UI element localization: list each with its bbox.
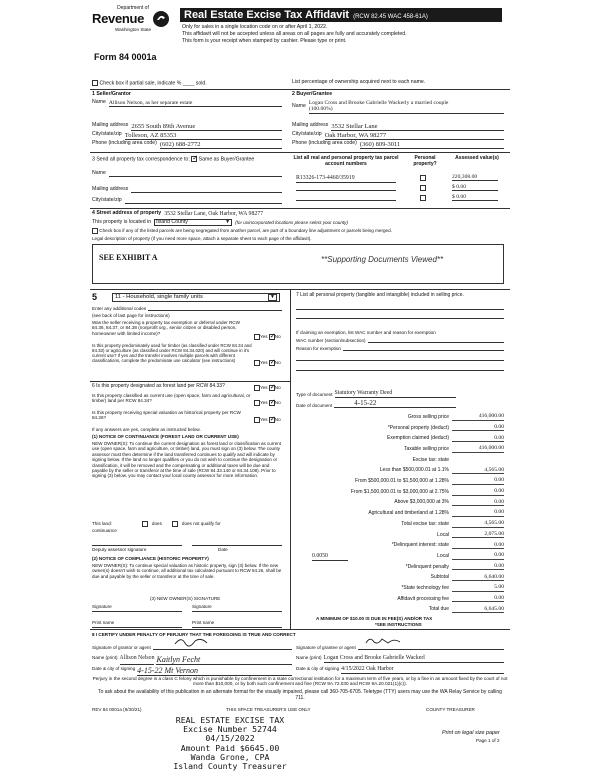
- s3-addr-value[interactable]: [131, 187, 282, 193]
- perjury-text: Perjury in the second degree is a class C felony which is punishable by confinement in a state correctional institution for a maximum term of five years, or by a fine in an amount fixed by the court of not more than $10,000, or by both such confinement and fine (RCW 9A.72.030 and RCW 9A.20.021(1)(c)).: [92, 676, 508, 687]
- buyer-addr-value[interactable]: 3532 Stellar Lane: [331, 123, 504, 131]
- buyer-phone-value[interactable]: (360) 809-3011: [360, 141, 504, 149]
- tax-row-label: *State technology fee: [401, 584, 449, 591]
- tax-row-label: *Delinquent penalty: [405, 563, 449, 570]
- forest-answer: [254, 360, 281, 366]
- grantee-name-row: [296, 655, 504, 663]
- tax-row-value[interactable]: 0.00: [452, 477, 504, 484]
- header-note-1: Only for sales in a single location code on or after April 1, 2022.: [182, 24, 328, 30]
- tax-row-value[interactable]: 0.00: [452, 488, 504, 495]
- doc-date-value[interactable]: 4-15-22: [334, 399, 456, 408]
- tax-row-label: Subtotal: [430, 574, 449, 581]
- grantor-name-row: [92, 655, 292, 665]
- title-bar: [180, 8, 502, 22]
- buyer-addr-label: Mailing address: [292, 122, 329, 128]
- tax-row-value[interactable]: 0.00: [452, 499, 504, 506]
- no-label: No: [274, 385, 281, 391]
- exempt-claim-label: If claiming an exemption, list WAC number and reason for exemption: [296, 330, 436, 335]
- tax-row-value[interactable]: 2,075.00: [452, 531, 504, 538]
- buyer-name-row: [292, 100, 504, 114]
- county-row: [92, 219, 504, 226]
- tax-row-label: Less than $500,000.01 at 1.1%: [379, 467, 449, 474]
- buyer-heading: 2 Buyer/Grantee: [292, 91, 333, 97]
- receipt-line-3: 04/15/2022: [205, 733, 255, 744]
- assessed-value-1[interactable]: 220,308.00: [452, 174, 498, 181]
- grantee-sig-row: [296, 645, 504, 650]
- tax-row-value[interactable]: 4,565.00: [452, 520, 504, 527]
- tax-row-value[interactable]: 0.00: [452, 563, 504, 570]
- wac-input[interactable]: [368, 338, 504, 343]
- owner-sig-label-2: Signature: [192, 604, 212, 609]
- assessed-value-3[interactable]: $ 0.00: [452, 194, 498, 201]
- s7-label: 7 List all personal property (tangible and intangible) included in selling price.: [296, 292, 464, 298]
- tax-row: [296, 485, 504, 496]
- county-value: Island County: [156, 218, 188, 225]
- s6-q4: If any answers are yes, complete as instructed below.: [92, 427, 201, 432]
- tax-row: [296, 431, 504, 442]
- tax-row-label: Total due: [428, 606, 449, 613]
- deputy-date-label: Date: [218, 547, 228, 552]
- see-back: (see back of last page for instructions): [92, 313, 170, 318]
- rev-number: REV 84 0001a (9/30/21): [92, 707, 142, 712]
- grantor-sig-label: Signature of grantor or agent: [92, 645, 151, 650]
- grantor-signature-icon: [173, 635, 213, 647]
- dept-line2: Revenue: [92, 10, 145, 26]
- minimum-note: A MINIMUM OF $10.00 IS DUE IN FEE(S) AND/OR TAX: [316, 616, 433, 621]
- tax-row-value[interactable]: 6,640.00: [452, 574, 504, 581]
- buyer-name-pct: (100.00%): [309, 106, 504, 113]
- same-as-buyer-checkbox[interactable]: [191, 156, 197, 162]
- s3-name-label: Name: [92, 170, 106, 176]
- buyer-name-label: Name: [292, 103, 306, 109]
- forest-no-checkbox[interactable]: [269, 360, 275, 366]
- s3-addr-label: Mailing address: [92, 186, 129, 192]
- grantee-date-row: [296, 666, 504, 674]
- tax-row-value[interactable]: 0.00: [452, 542, 504, 549]
- county-select[interactable]: [154, 219, 232, 226]
- grantee-date-value[interactable]: 4/15/2022 Oak Harbor: [341, 666, 504, 674]
- dept-line3: Washington State: [114, 26, 152, 32]
- buyer-addr-row: [292, 123, 504, 131]
- tax-row: [296, 442, 504, 453]
- tax-row-label: Local: [437, 552, 449, 559]
- segregated-row: [92, 228, 504, 234]
- grantee-date-label: Date & city of signing: [296, 666, 340, 671]
- s5-num: 5: [92, 292, 98, 302]
- continuance-body: NEW OWNER(S): To continue the current designation as forest land or classification as current use (open space, farm and agriculture, or timber) land, you must sign on (3) below. The county assessor must then determine if the land transferred continues to qualify and will indicate by signing below. If the land no longer qualifies or you do not wish to continue the designation or classification, it will be removed and the compensating or additional taxes will be due and payable by the seller or transferor at the time of sale (RCW 84.33.140 or 84.34.108). Prior to signing (3) below, you may contact your local county assessor for more information.: [92, 441, 281, 479]
- seller-heading: 1 Seller/Grantor: [92, 91, 131, 97]
- tax-row-value[interactable]: 5.00: [452, 584, 504, 591]
- reason-input[interactable]: [343, 346, 504, 351]
- s6-q1-no[interactable]: [269, 385, 275, 391]
- tax-row: [296, 496, 504, 507]
- header-note-3: This form is your receipt when stamped by cashier. Please type or print.: [182, 38, 347, 44]
- doc-type-value[interactable]: Statutory Warranty Deed: [335, 390, 456, 398]
- unincorporated-note: (for unincorporated locations please select your county): [235, 219, 348, 225]
- doc-date-label: Date of document: [296, 402, 333, 408]
- tax-row: [296, 453, 504, 464]
- yes-label: Yes: [260, 400, 268, 406]
- grantee-name-label: Name (print): [296, 655, 322, 660]
- tax-row: [296, 602, 504, 613]
- alt-format-text: To ask about the availability of this publication in an alternate format for the visually impaired, please call 360-705-6705. Teletype (TTY) users may use the WA Relay Service by calling 711.: [98, 689, 502, 701]
- treasurer-only: THIS SPACE TREASURER'S USE ONLY: [226, 707, 311, 712]
- parcel-number[interactable]: R13326-173-4460/35919: [296, 175, 396, 183]
- section3-heading: 3 Send all property tax correspondence to:: [92, 156, 190, 163]
- deputy-sig-label: Deputy assessor signature: [92, 547, 147, 552]
- s6-q3-answer: [254, 417, 281, 423]
- s3-city-row: [92, 198, 282, 204]
- tax-calc-table: [296, 410, 504, 613]
- parcel-head-2: Personal property?: [413, 155, 437, 167]
- segregated-checkbox[interactable]: [92, 228, 98, 234]
- local-rate: 0.0050: [312, 553, 348, 561]
- s6-q3-no[interactable]: [269, 417, 275, 423]
- no-label: No: [274, 360, 281, 366]
- receipt-line-6: Island County Treasurer: [173, 760, 287, 771]
- tax-row: [296, 592, 504, 603]
- tax-row-value[interactable]: 6,645.00: [452, 606, 504, 613]
- grantee-sig-label: Signature of grantee or agent: [296, 645, 356, 650]
- supporting-docs-stamp: **Supporting Documents Viewed**: [321, 255, 444, 264]
- seller-phone-label: Phone (including area code): [92, 140, 157, 146]
- grantor-date-label: Date & city of signing: [92, 666, 136, 671]
- land-use-value: 11 - Household, single family units: [115, 294, 203, 301]
- assessed-value-2[interactable]: $ 0.00: [452, 184, 498, 191]
- reason-row: [296, 346, 504, 351]
- grantor-sig-row: [92, 645, 292, 650]
- grantor-date-value[interactable]: 4-15-22 Mt Vernon: [137, 666, 292, 676]
- continuance-heading: (1) NOTICE OF CONTINUANCE (FOREST LAND OR CURRENT USE): [92, 434, 239, 439]
- receipt-line-1: REAL ESTATE EXCISE TAX: [175, 715, 285, 725]
- doc-type-row: [296, 390, 456, 398]
- seller-name-label: Name: [92, 99, 106, 105]
- tax-row-value[interactable]: 416,000.00: [452, 413, 504, 420]
- tax-row: [296, 463, 504, 474]
- receipt-line-4: Amount Paid $6645.00: [180, 742, 280, 753]
- tax-row-label: Excise tax: state: [412, 456, 449, 463]
- seller-city-value[interactable]: Tolleson, AZ 85353: [125, 132, 282, 140]
- tax-row-value[interactable]: 0.00: [452, 435, 504, 442]
- segregated-label: Check box if any of the listed parcels are being segregated from another parcel, are part of a boundary line adjustment or parcels being merged.: [99, 228, 392, 234]
- exempt-answer: [254, 334, 281, 340]
- county-treasurer: COUNTY TREASURER: [426, 707, 475, 712]
- partial-sale-row: [92, 80, 207, 87]
- certify-heading: 8 I CERTIFY UNDER PENALTY OF PERJURY THAT THE FOREGOING IS TRUE AND CORRECT: [92, 632, 296, 637]
- s6-q2: Is this property classified as current use (open space, farm and agricultural, or timber) land per RCW 84.34?: [92, 393, 251, 404]
- grantor-name-label: Name (print): [92, 655, 118, 660]
- grantee-name-value[interactable]: Logan Cross and Brooke Gabrielle Wackerl: [324, 655, 504, 663]
- grantor-signature[interactable]: [153, 645, 292, 650]
- wac-row: [296, 338, 504, 343]
- tax-row-label: Above $3,000,000 at 3%: [394, 499, 449, 506]
- tax-row-label: Total excise tax: state: [401, 520, 449, 527]
- dept-logo-icon: [152, 10, 170, 28]
- owner-print-label-1: Print name: [92, 620, 115, 625]
- tax-row-label: Local: [437, 531, 449, 538]
- enter-codes-row: [92, 306, 282, 311]
- enter-codes-input[interactable]: [148, 306, 282, 311]
- partial-sale-label: Check box if partial sale, indicate % ____ sold.: [99, 80, 207, 87]
- buyer-phone-label: Phone (including area code): [292, 140, 357, 146]
- personal-property-checkbox-3[interactable]: [420, 195, 426, 201]
- receipt-line-2: Excise Number 52744: [183, 724, 277, 735]
- no-label: No: [274, 417, 281, 423]
- yes-label: Yes: [260, 417, 268, 423]
- grantee-signature[interactable]: [358, 645, 504, 650]
- parcel-head-1: List all real and personal property tax parcel account numbers: [293, 155, 399, 167]
- partial-sale-checkbox[interactable]: [92, 80, 98, 86]
- this-land-row: [92, 521, 282, 527]
- tax-row: [296, 581, 504, 592]
- ownership-note: List percentage of ownership acquired next to each name.: [292, 79, 426, 85]
- buyer-city-value[interactable]: Oak Harbor, WA 98277: [325, 132, 504, 140]
- forest-question: Is this property predominately used for timber (as classified under RCW 84.34 and 84.33) or agriculture (as classified under RCW 84.34.020) and will continue in it's current use? If yes and the transfer involves multiple parcels with different classifications, complete the predominate use calculator (see instructions): [92, 343, 252, 364]
- buyer-phone-row: [292, 141, 504, 149]
- tax-row-value[interactable]: 0.00: [452, 509, 504, 516]
- tax-row-label: Gross selling price: [407, 413, 449, 420]
- same-as-buyer-label: Same as Buyer/Grantee: [198, 156, 255, 163]
- personal-property-checkbox-2[interactable]: [420, 185, 426, 191]
- land-use-select[interactable]: [112, 293, 280, 302]
- dept-logo: [92, 6, 174, 48]
- parcel-number-2[interactable]: [296, 185, 396, 191]
- new-owner-sig-heading: (3) NEW OWNER(S) SIGNATURE: [150, 596, 221, 601]
- tax-row: [296, 570, 504, 581]
- section3-heading-row: [92, 156, 254, 163]
- chevron-down-icon: ▼: [225, 218, 231, 225]
- reason-label: Reason for exemption: [296, 346, 341, 351]
- seller-city-label: City/state/zip: [92, 131, 122, 137]
- form-title: Real Estate Excise Tax Affidavit: [184, 9, 350, 21]
- land-does-not-checkbox[interactable]: [172, 521, 178, 527]
- buyer-city-label: City/state/zip: [292, 131, 322, 137]
- tax-row-label: *Delinquent interest: state: [391, 542, 449, 549]
- legal-label: Legal description of property (if you need more space, attach a separate sheet to each page of the affidavit).: [92, 236, 312, 241]
- tax-row: [296, 410, 504, 421]
- exempt-no-checkbox[interactable]: [269, 334, 275, 340]
- tax-row-label: Taxable selling price: [403, 446, 449, 452]
- tax-row: [296, 538, 504, 549]
- grantor-name-value[interactable]: Allison Nelson: [120, 655, 155, 665]
- tax-row: [296, 506, 504, 517]
- tax-row-value[interactable]: 0.00: [452, 424, 504, 431]
- land-does-label: does: [151, 521, 162, 527]
- yes-label: Yes: [260, 385, 268, 391]
- seller-phone-row: [92, 141, 282, 149]
- see-instructions: *SEE INSTRUCTIONS: [375, 622, 422, 627]
- exempt-question: Was the seller receiving a property tax exemption or deferral under RCW 84.36, 84.37, or 84.38 (nonprofit org., senior citizen or disabled person, homeowner with limited income)?: [92, 320, 240, 336]
- enter-codes-label: Enter any additional codes: [92, 306, 147, 311]
- tax-row: [296, 517, 504, 528]
- continuance-label: continuance: [92, 528, 117, 533]
- treasurer-receipt: [150, 716, 310, 771]
- owner-print-label-2: Print name: [192, 620, 215, 625]
- tax-row: [296, 560, 504, 571]
- seller-addr-label: Mailing address: [92, 122, 129, 128]
- seller-name-row: [92, 100, 282, 107]
- grantee-signature-icon: [364, 635, 404, 647]
- s3-name-value[interactable]: [109, 171, 282, 177]
- historic-body: NEW OWNER(S): To continue special valuation as historic property, sign (3) below. If the new owner(s) doesn't wish to continue, all additional tax calculated pursuant to RCW 84.26, shall be due and payable by the seller or transferor at the time of sale.: [92, 563, 282, 579]
- form-rcw: (RCW 82.45 WAC 458-61A): [353, 14, 428, 20]
- chevron-down-icon: ▼: [270, 293, 275, 300]
- parcel-number-3[interactable]: [296, 195, 396, 201]
- s3-addr-row: [92, 187, 282, 193]
- street-label: 4 Street address of property: [92, 210, 162, 216]
- tax-row-label: Affidavit processing fee: [397, 595, 449, 602]
- legal-description-box[interactable]: [92, 244, 504, 284]
- tax-row: [296, 421, 504, 432]
- seller-addr-value[interactable]: 2655 South 89th Avenue: [131, 123, 282, 131]
- no-label: No: [274, 400, 281, 406]
- street-value[interactable]: 3532 Stellar Lane, Oak Harbor, WA 98277: [164, 211, 264, 217]
- owner-sig-label-1: Signature: [92, 604, 112, 609]
- tax-row-label: Agricultural and timberland at 1.28%: [368, 510, 449, 517]
- tax-row-label: From $500,000.01 to $1,500,000 at 1.28%: [355, 478, 449, 485]
- doc-date-row: [296, 399, 456, 408]
- tax-row: [296, 474, 504, 485]
- s6-q3: Is this property receiving special valuation as historical property per RCW 84.26?: [92, 410, 241, 421]
- receipt-line-5: Wanda Grone, CPA: [190, 751, 270, 762]
- s3-name-row: [92, 171, 282, 177]
- s6-q1-answer: [254, 385, 281, 391]
- buyer-name-value[interactable]: Logan Cross and Brooke Gabrielle Wackerly a married couple: [308, 100, 449, 106]
- land-does-checkbox[interactable]: [142, 521, 148, 527]
- dept-line1: Department of: [117, 5, 149, 11]
- tax-row: [296, 528, 504, 539]
- tax-row-value[interactable]: 0.00: [452, 552, 504, 559]
- grantor-date-row: [92, 666, 292, 676]
- legal-value: SEE EXHIBIT A: [99, 253, 158, 262]
- s6-q1: 6 Is this property designated as forest land per RCW 84.33?: [92, 383, 225, 389]
- seller-phone-value[interactable]: (602) 688-2772: [160, 141, 282, 149]
- grantor-agent-name[interactable]: Kaitlyn Fecht: [156, 655, 292, 665]
- land-does-not-label: does not qualify for: [181, 521, 221, 527]
- tax-row-value[interactable]: 416,000.00: [452, 445, 504, 452]
- personal-property-checkbox-1[interactable]: [420, 175, 426, 181]
- tax-row-label: From $1,500,000.01 to $3,000,000 at 2.75%: [350, 488, 449, 495]
- county-label: This property is located in: [92, 218, 152, 225]
- street-row: [92, 211, 504, 218]
- s6-q2-no[interactable]: [269, 400, 275, 406]
- doc-type-label: Type of document: [296, 392, 333, 398]
- wac-label: WAC number (section/subsection): [296, 338, 366, 343]
- yes-label: Yes: [260, 334, 268, 340]
- tax-row-label: *Personal property (deduct): [387, 424, 449, 431]
- s3-city-value[interactable]: [125, 198, 282, 204]
- yes-label: Yes: [260, 360, 268, 366]
- tax-row-label: Exemption claimed (deduct): [387, 435, 449, 442]
- header-note-2: This affidavit will not be accepted unless all areas on all pages are fully and accurately completed.: [182, 31, 407, 37]
- historic-heading: (2) NOTICE OF COMPLIANCE (HISTORIC PROPERTY): [92, 556, 209, 561]
- seller-name-value[interactable]: Allison Nelson, as her separate estate: [109, 100, 282, 107]
- s3-city-label: City/state/zip: [92, 197, 122, 203]
- page-number: Page 1 of 2: [476, 738, 500, 743]
- tax-row-value[interactable]: 0.00: [452, 595, 504, 602]
- no-label: No: [274, 334, 281, 340]
- legal-paper-note: Print on legal size paper: [442, 730, 500, 736]
- this-land-label: This land:: [92, 521, 112, 527]
- s6-q2-answer: [254, 400, 281, 406]
- parcel-head-3: Assessed value(s): [455, 155, 499, 161]
- tax-row-value[interactable]: 4,565.00: [452, 467, 504, 474]
- form-number: Form 84 0001a: [94, 52, 157, 62]
